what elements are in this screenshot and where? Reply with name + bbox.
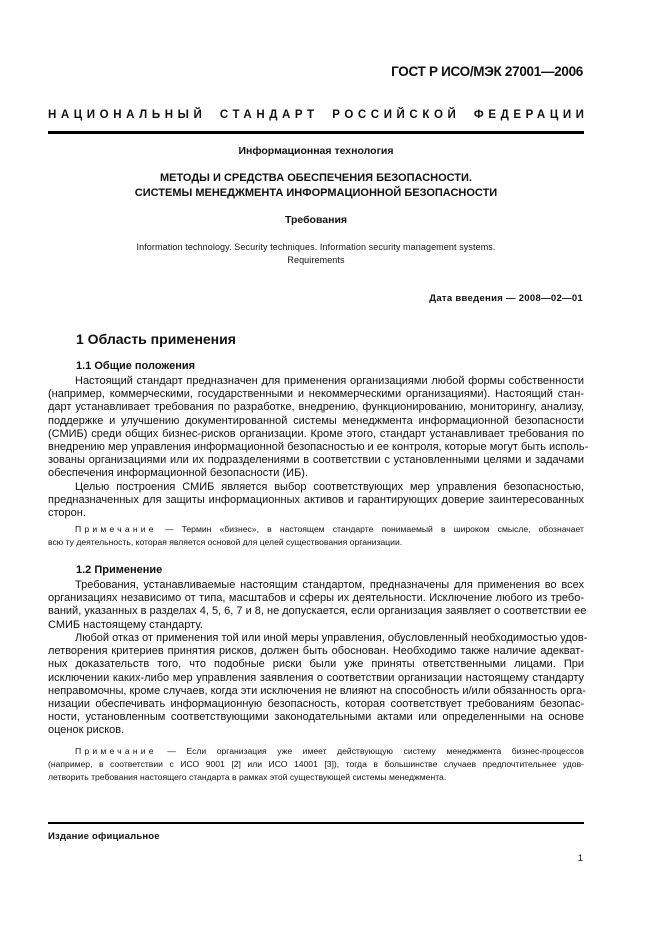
- english-title-line: Information technology. Security techniques. Information security management systems.: [136, 242, 496, 252]
- text-line: Требования, устанавливаемые настоящим стандартом, предназначены для применения во всех: [75, 579, 584, 591]
- text-line: обеспечения информационной безопасности (ИБ).: [48, 467, 309, 480]
- text-line: низации обеспечивать информационную безопасность, которая соответствует требованиям безопас-: [48, 697, 584, 710]
- text-line: предназначенных для защиты информационных активов и гарантирующих доверие заинтересованных: [48, 494, 584, 507]
- text-line: поддержке и улучшению документированной системы менеджмента информационной безопасности: [48, 414, 584, 427]
- text-line: сторон.: [48, 507, 86, 520]
- text-line: (например, коммерческими, государственными и некоммерческими организациями). Настоящий стан-: [48, 388, 584, 401]
- title-line: МЕТОДЫ И СРЕДСТВА ОБЕСПЕЧЕНИЯ БЕЗОПАСНОСТИ.: [159, 172, 472, 184]
- official-edition-label: Издание официальное: [48, 831, 160, 842]
- banner-word: НАЦИОНАЛЬНЫЙ: [48, 109, 207, 121]
- note-text: — Если организация уже имеет действующую систему менеджмента бизнес-процессов: [156, 746, 584, 756]
- text-line: оценок рисков.: [48, 724, 125, 737]
- text-line: организациях независимо от типа, масштабов и сферы их деятельности. Исключение любого из требо-: [48, 592, 584, 605]
- text-line: исключении каких-либо мер управления заявления о соответствии организации настоящему стандарту: [48, 671, 584, 684]
- text-line: Целью построения СМИБ является выбор соответствующих мер управления безопасностью,: [75, 481, 584, 493]
- note: [48, 745, 584, 784]
- text-line: внедрению мер управления информационной безопасностью и ее контроля, которые могут быть исполь-: [48, 440, 589, 453]
- banner-word: РОССИЙСКОЙ: [332, 109, 461, 121]
- note-text: — Термин «бизнес», в настоящем стандарте понимаемый в широком смысле, обозначает: [156, 524, 584, 534]
- banner-word: ФЕДЕРАЦИИ: [473, 109, 589, 121]
- english-title: [48, 241, 584, 267]
- document-title: [48, 171, 584, 201]
- text-line: неправомочны, кроме случаев, когда эти исключения не влияют на способность и/или обязанность орга-: [48, 684, 586, 697]
- header-rule: [48, 131, 584, 134]
- subsection-heading: 1.2 Применение: [76, 564, 163, 576]
- requirements-heading: Требования: [284, 214, 348, 226]
- paragraph: [48, 579, 587, 632]
- note-line: всю ту деятельность, которая является основой для целей существования организации.: [48, 537, 403, 547]
- page-number: 1: [577, 853, 583, 864]
- banner-word: СТАНДАРТ: [219, 109, 319, 121]
- english-title-line: Requirements: [287, 255, 345, 265]
- note-line: летворить требования настоящего стандарта в рамках этой существующей системы менеджмента.: [48, 772, 447, 782]
- note-line: [48, 745, 584, 758]
- text-line: летворения критериев принятия рисков, должен быть обоснован. Необходимо также наличие адекват-: [48, 645, 584, 658]
- text-line: СМИБ настоящему стандарту.: [48, 618, 203, 631]
- note-label: Примечание: [75, 524, 157, 534]
- footer-rule: [48, 822, 584, 824]
- paragraph: [48, 375, 589, 481]
- text-line: Любой отказ от применения той или иной меры управления, обусловленный необходимостью удов-: [75, 632, 588, 644]
- national-standard-banner: [48, 109, 589, 121]
- paragraph: [48, 632, 588, 738]
- subsection-heading: 1.1 Общие положения: [76, 360, 196, 372]
- paragraph: [48, 481, 584, 521]
- text-line: ности, установленным соответствующими законодательными актами или определенными на основе: [48, 711, 584, 724]
- text-line: ваний, указанных в разделах 4, 5, 6, 7 и 8, не допускается, если организация заявляет о соответствии ее: [48, 605, 587, 618]
- note-label: Примечание: [75, 746, 157, 756]
- text-line: Настоящий стандарт предназначен для применения организациями любой формы собственности: [75, 375, 584, 387]
- document-code: ГОСТ Р ИСО/МЭК 27001—2006: [391, 64, 583, 79]
- note: [48, 523, 584, 549]
- introduction-date: Дата введения — 2008—02—01: [429, 293, 583, 304]
- note-line: [48, 523, 584, 536]
- section-heading: 1 Область применения: [76, 331, 236, 347]
- note-line: (например, в соответствии с ИСО 9001 [2] или ИСО 14001 [3]), тогда в большинстве случаев предпочтительнее удов-: [48, 759, 584, 769]
- text-line: ных доказательств того, что подобные риски были уже приняты ответственными лицами. При: [48, 658, 584, 671]
- subject-heading: Информационная технология: [238, 145, 394, 157]
- title-line: СИСТЕМЫ МЕНЕДЖМЕНТА ИНФОРМАЦИОННОЙ БЕЗОПАСНОСТИ: [134, 187, 498, 199]
- text-line: зованы организациями или их подразделениями в соответствии с установленными целями и задачами: [48, 454, 584, 467]
- text-line: дарт устанавливает требования по разработке, внедрению, функционированию, мониторингу, анализу,: [48, 401, 584, 414]
- text-line: (СМИБ) среди общих бизнес-рисков организации. Кроме этого, стандарт устанавливает требования по: [48, 427, 584, 440]
